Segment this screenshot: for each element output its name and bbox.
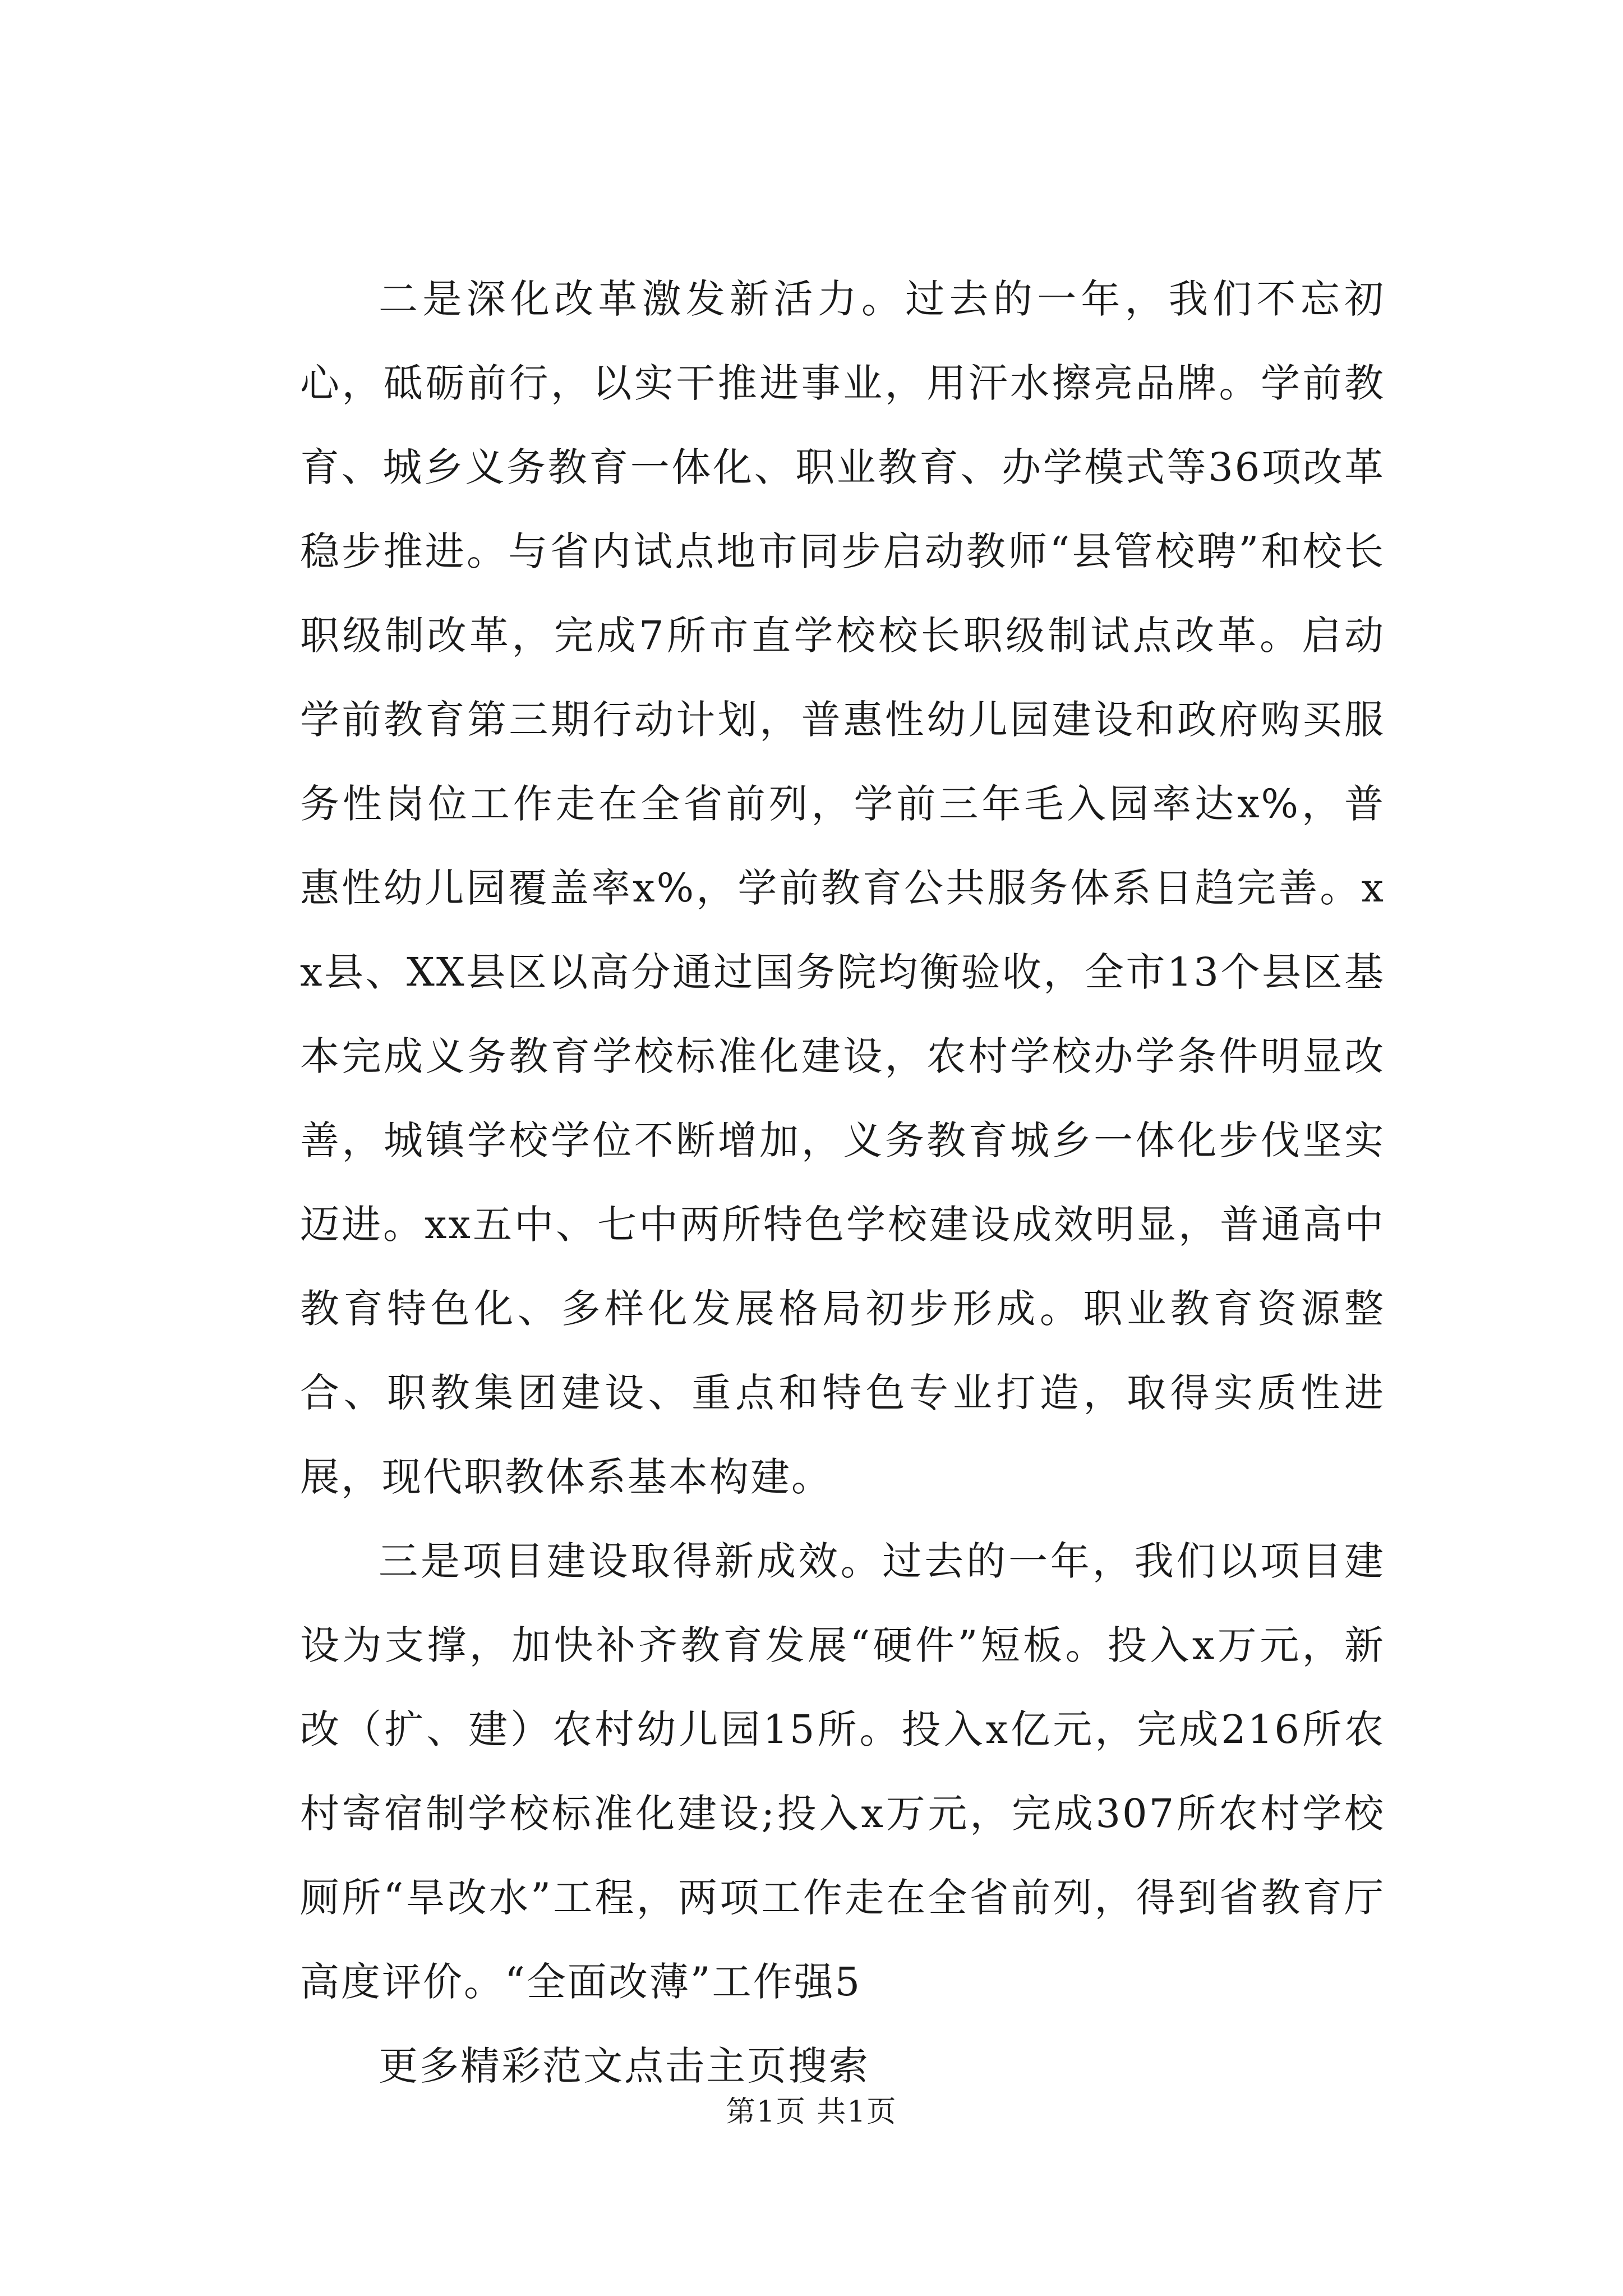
document-body [300,257,1385,2108]
paragraph-reform: 二是深化改革激发新活力。过去的一年，我们不忘初心，砥砺前行，以实干推进事业，用汗水擦亮品牌。学前教育、城乡义务教育一体化、职业教育、办学模式等36项改革稳步推进。与省内试点地市同步启动教师“县管校聘”和校长职级制改革，完成7所市直学校校长职级制试点改革。启动学前教育第三期行动计划，普惠性幼儿园建设和政府购买服务性岗位工作走在全省前列，学前三年毛入园率达x%，普惠性幼儿园覆盖率x%，学前教育公共服务体系日趋完善。xx县、XX县区以高分通过国务院均衡验收，全市13个县区基本完成义务教育学校标准化建设，农村学校办学条件明显改善，城镇学校学位不断增加，义务教育城乡一体化步伐坚实迈进。xx五中、七中两所特色学校建设成效明显，普通高中教育特色化、多样化发展格局初步形成。职业教育资源整合、职教集团建设、重点和特色专业打造，取得实质性进展，现代职教体系基本构建。 [300,276,1385,1500]
paragraph-projects: 三是项目建设取得新成效。过去的一年，我们以项目建设为支撑，加快补齐教育发展“硬件”短板。投入x万元，新改（扩、建）农村幼儿园15所。投入x亿元，完成216所农村寄宿制学校标准化建设;投入x万元，完成307所农村学校厕所“旱改水”工程，两项工作走在全省前列，得到省教育厅高度评价。“全面改薄”工作强5 [300,1538,1385,2005]
page-number-footer: 第1页 共1页 [726,2095,897,2129]
paragraph-more-link[interactable]: 更多精彩范文点击主页搜索 [379,2043,870,2089]
